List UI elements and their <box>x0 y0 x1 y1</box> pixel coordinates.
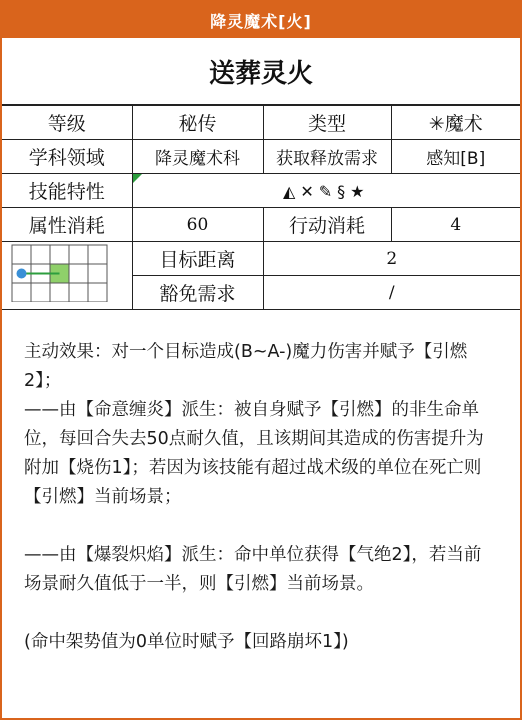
range-grid-diagram <box>9 244 125 302</box>
trait-icons: ◭✕✎§★ <box>283 181 370 201</box>
field-label: 学科领域 <box>2 140 132 174</box>
description <box>2 310 520 657</box>
grid-cell <box>69 283 88 302</box>
grid-cell <box>88 283 107 302</box>
grid-cell <box>50 245 69 264</box>
grid-cell <box>88 245 107 264</box>
grade-value: 秘传 <box>132 106 263 140</box>
exempt-value: / <box>263 276 520 310</box>
grid-cell <box>50 283 69 302</box>
effect-derived-2: ——由【爆裂炽焰】派生：命中单位获得【气绝2】，若当前场景耐久值低于一半，则【引燃】当前场景。 <box>24 545 482 594</box>
distance-label: 目标距离 <box>132 242 263 276</box>
card-header <box>2 2 520 38</box>
grade-label: 等级 <box>2 106 132 140</box>
acquire-label: 获取释放需求 <box>263 140 391 174</box>
field-value: 降灵魔术科 <box>132 140 263 174</box>
action-cost-value: 4 <box>391 208 520 242</box>
type-value: ✳魔术 <box>391 106 520 140</box>
grid-cell <box>12 245 31 264</box>
type-label: 类型 <box>263 106 391 140</box>
grid-cell <box>88 264 107 283</box>
grid-cell <box>31 245 50 264</box>
stats-row <box>2 242 520 276</box>
grid-cell <box>69 245 88 264</box>
grid-cell <box>12 283 31 302</box>
skill-name: 送葬灵火 <box>2 38 520 105</box>
school-title: 降灵魔术[火] <box>210 11 312 31</box>
acquire-value: 感知[B] <box>391 140 520 174</box>
action-cost-label: 行动消耗 <box>263 208 391 242</box>
stats-row <box>2 208 520 242</box>
stats-row <box>2 174 520 208</box>
origin-dot <box>16 269 26 279</box>
exempt-label: 豁免需求 <box>132 276 263 310</box>
stats-row <box>2 140 520 174</box>
distance-value: 2 <box>263 242 520 276</box>
stats-row <box>2 106 520 140</box>
attr-cost-value: 60 <box>132 208 263 242</box>
corner-marker <box>133 174 142 183</box>
range-grid-cell <box>2 242 132 310</box>
effect-main: 主动效果：对一个目标造成(B~A-)魔力伤害并赋予【引燃2】； <box>24 342 468 391</box>
grid-cell <box>69 264 88 283</box>
attr-cost-label: 属性消耗 <box>2 208 132 242</box>
traits-cell <box>132 174 520 208</box>
stats-table <box>2 105 520 310</box>
effect-note: (命中架势值为0单位时赋予【回路崩坏1】) <box>24 632 349 652</box>
grid-cell <box>31 283 50 302</box>
traits-label: 技能特性 <box>2 174 132 208</box>
effect-derived-1: ——由【命意缠炎】派生：被自身赋予【引燃】的非生命单位，每回合失去50点耐久值，且该期间其造成的伤害提升为附加【烧伤1】；若因为该技能有超过战术级的单位在死亡则【引燃】当前场景； <box>24 400 484 507</box>
